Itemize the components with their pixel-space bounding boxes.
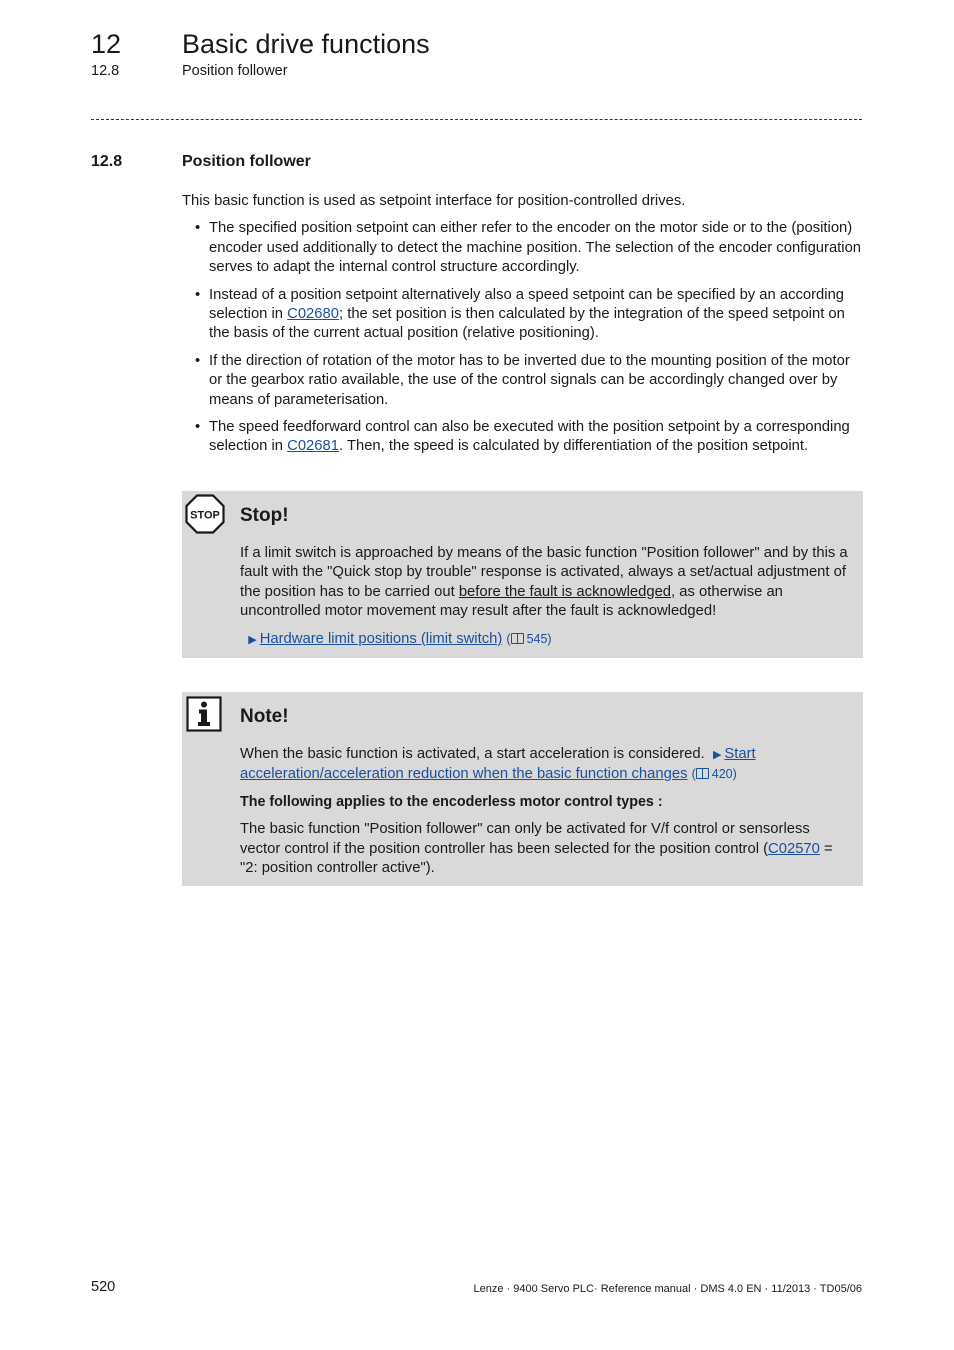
list-item (182, 219, 864, 277)
list-item-text: . Then, the speed is calculated by differentiation of the position setpoint. (338, 438, 809, 455)
stop-text-part: If a limit switch is approached by means of the basic function "Position follower" and by this a fault with the "Quick stop by trouble" response is activated, always a set/actual adjustment of the position has to be carried out (240, 545, 848, 600)
note-text-part: = "2: position controller active"). (240, 840, 833, 877)
hardware-limit-positions-link[interactable]: Hardware limit positions (limit switch) (259, 630, 503, 647)
intro-paragraph: This basic function is used as setpoint interface for position-controlled drives. (182, 193, 686, 209)
list-item-text: The speed feedforward control can also be executed with the position setpoint by a corresponding selection in (209, 419, 850, 455)
stop-warning-box (182, 491, 863, 658)
note-text-part: When the basic function is activated, a start acceleration is considered. (240, 746, 705, 762)
list-item (182, 286, 864, 344)
note-heading: Note! (240, 706, 289, 727)
parameter-link-c02570[interactable]: C02570 (768, 840, 820, 857)
page-reference[interactable]: ( 545) (506, 631, 552, 646)
page-reference[interactable]: ( 420) (691, 767, 737, 782)
running-section-title: Position follower (182, 63, 288, 79)
list-item-text: If the direction of rotation of the motor has to be inverted due to the mounting position of the motor or the gearbox ratio available, the use of the control signals can be accordingly changed over by means of parameterisation. (209, 352, 850, 408)
note-text-part: The basic function "Position follower" can only be activated for V/f control or sensorless vector control if the position controller has been selected for the position control ( (240, 821, 810, 857)
link-arrow-icon: ▶ (712, 749, 722, 761)
link-arrow-icon: ▶ (248, 633, 257, 646)
section-heading: Position follower (182, 153, 311, 170)
book-icon (696, 768, 709, 779)
document-info: Lenze · 9400 Servo PLC· Reference manual · DMS 4.0 EN · 11/2013 · TD05/06 (473, 1283, 862, 1295)
feature-list (182, 219, 864, 456)
running-section-number: 12.8 (91, 63, 120, 79)
stop-text-emphasis: before the fault is acknowledged (458, 583, 672, 600)
list-item (182, 418, 864, 457)
header-divider (91, 119, 862, 120)
list-item-text: The specified position setpoint can either refer to the encoder on the motor side or to the (position) encoder used additionally to detect the machine position. The selection of the encoder configuration serves to adapt the internal control structure accordingly. (209, 220, 862, 276)
start-acceleration-link[interactable]: Start acceleration/acceleration reduction when the basic function changes (240, 746, 756, 783)
list-item-text: Instead of a position setpoint alternatively also a speed setpoint can be specified by an according selection in (209, 286, 845, 323)
body-text (182, 192, 864, 465)
parameter-link-c02680[interactable]: C02680 (287, 306, 339, 323)
note-bold-line: The following applies to the encoderless motor control types : (240, 793, 663, 810)
book-icon (511, 633, 524, 644)
info-icon (186, 696, 222, 732)
list-item-text: ; the set position is then calculated by the integration of the speed setpoint on the basis of the current actual position (relative positioning). (209, 306, 845, 342)
section-number: 12.8 (91, 153, 123, 170)
stop-text (240, 544, 852, 658)
chapter-number: 12 (91, 29, 122, 59)
note-box (182, 692, 863, 886)
list-item (182, 352, 864, 410)
note-text (240, 745, 852, 886)
chapter-title: Basic drive functions (182, 29, 430, 59)
stop-heading: Stop! (240, 505, 289, 526)
parameter-link-c02681[interactable]: C02681 (287, 438, 339, 455)
stop-icon (185, 494, 225, 534)
page-number: 520 (91, 1279, 116, 1295)
svg-text:STOP: STOP (190, 509, 220, 522)
stop-text-part: , as otherwise an uncontrolled motor movement may result after the fault is acknowledged! (240, 583, 783, 620)
